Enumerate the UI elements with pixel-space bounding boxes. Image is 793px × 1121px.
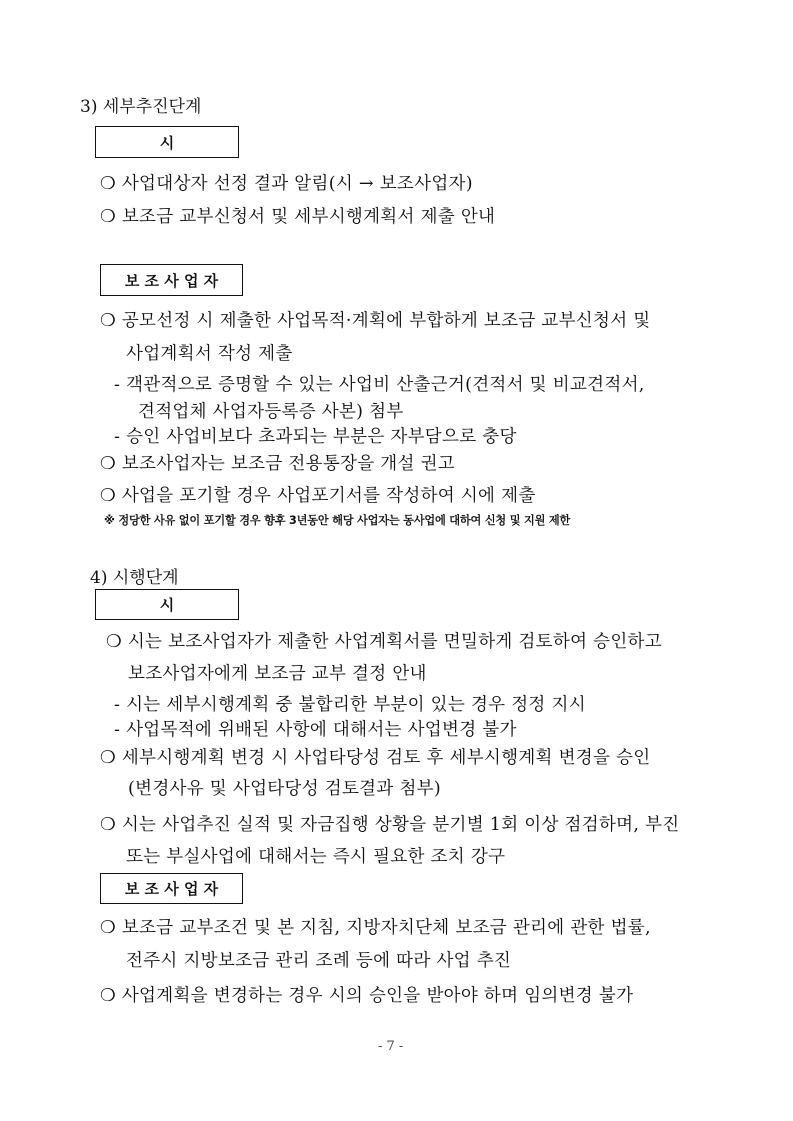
sub-item: - 시는 세부시행계획 중 불합리한 부분이 있는 경우 정정 지시 — [114, 695, 586, 715]
list-item-continuation: 또는 부실사업에 대해서는 즉시 필요한 조치 강구 — [126, 847, 506, 867]
list-item-continuation: 보조사업자에게 보조금 교부 결정 안내 — [128, 664, 427, 684]
list-item-continuation: (변경사유 및 사업타당성 검토결과 첨부) — [128, 779, 441, 799]
section-heading-4: 4) 시행단계 — [90, 568, 179, 588]
label-box-grantee — [100, 873, 243, 904]
list-item: ❍ 사업계획을 변경하는 경우 시의 승인을 받아야 하며 임의변경 불가 — [100, 986, 634, 1006]
sub-item-continuation: 견적업체 사업자등록증 사본) 첨부 — [138, 402, 404, 422]
list-item: ❍ 사업을 포기할 경우 사업포기서를 작성하여 시에 제출 — [100, 486, 536, 506]
label-box-city — [95, 589, 239, 620]
section-heading-3: 3) 세부추진단계 — [80, 97, 202, 117]
list-item: ❍ 세부시행계획 변경 시 사업타당성 검토 후 세부시행계획 변경을 승인 — [100, 748, 651, 768]
list-item: ❍ 보조금 교부신청서 및 세부시행계획서 제출 안내 — [100, 207, 496, 227]
list-item: ❍ 시는 사업추진 실적 및 자금집행 상황을 분기별 1회 이상 점검하며, 부진 — [100, 815, 680, 835]
label-box-city-text: 시 — [159, 596, 175, 614]
list-item: ❍ 공모선정 시 제출한 사업목적·계획에 부합하게 보조금 교부신청서 및 — [100, 311, 651, 331]
list-item: ❍ 시는 보조사업자가 제출한 사업계획서를 면밀하게 검토하여 승인하고 — [106, 632, 662, 652]
page-number: - 7 - — [378, 1039, 404, 1054]
list-item-continuation: 사업계획서 작성 제출 — [126, 344, 293, 364]
footnote: ※ 정당한 사유 없이 포기할 경우 향후 3년동안 해당 사업자는 동사업에 대하여 신청 및 지원 제한 — [104, 514, 571, 527]
list-item: ❍ 보조사업자는 보조금 전용통장을 개설 권고 — [100, 454, 455, 474]
list-item: ❍ 보조금 교부조건 및 본 지침, 지방자치단체 보조금 관리에 관한 법률, — [100, 918, 651, 938]
label-box-grantee-text: 보 조 사 업 자 — [124, 880, 219, 898]
label-box-grantee — [100, 264, 243, 296]
label-box-city-text: 시 — [159, 133, 175, 152]
label-box-grantee-text: 보 조 사 업 자 — [124, 271, 219, 290]
list-item-continuation: 전주시 지방보조금 관리 조례 등에 따라 사업 추진 — [126, 951, 512, 971]
sub-item: - 승인 사업비보다 초과되는 부분은 자부담으로 충당 — [114, 427, 517, 447]
list-item: ❍ 사업대상자 선정 결과 알림(시 → 보조사업자) — [100, 174, 473, 194]
sub-item: - 객관적으로 증명할 수 있는 사업비 산출근거(견적서 및 비교견적서, — [114, 375, 645, 395]
sub-item: - 사업목적에 위배된 사항에 대해서는 사업변경 불가 — [114, 720, 517, 740]
label-box-city — [95, 126, 239, 158]
